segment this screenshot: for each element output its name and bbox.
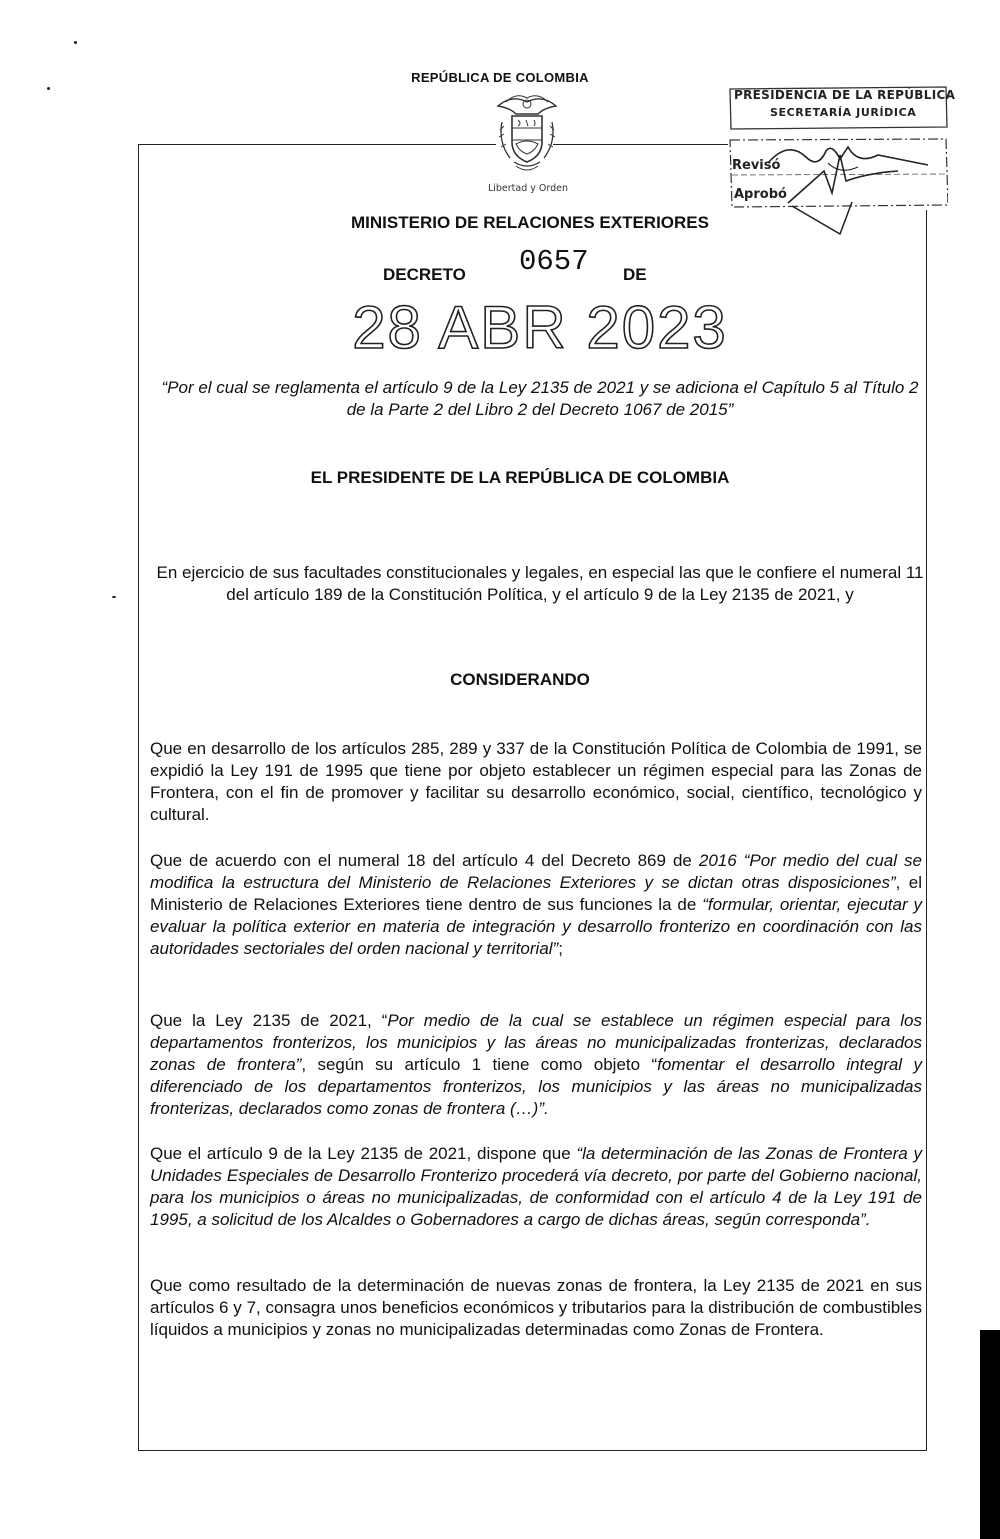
p3-quote-objective: fomentar el desarrollo integral y diferenciado de los departamentos fronterizos, los municipios y las áreas no municipalizadas fronterizas, declarados como zonas de frontera (…)”.	[150, 1055, 922, 1118]
ministry-heading: MINISTERIO DE RELACIONES EXTERIORES	[351, 213, 709, 232]
scan-mark	[47, 87, 50, 90]
p4-text: Que el artículo 9 de la Ley 2135 de 2021, dispone que	[150, 1144, 577, 1163]
considerando-paragraph-1: Que en desarrollo de los artículos 285, 289 y 337 de la Constitución Política de Colombia de 1991, se expidió la Ley 191 de 1995 que tiene por objeto establecer un régimen especial para las Zonas de Frontera, con el fin de promover y facilitar su desarrollo económico, social, científico, tecnológico y cultural.	[150, 739, 922, 824]
stamp-subtitle: SECRETARÍA JURÍDICA	[770, 106, 917, 119]
republica-heading: REPÚBLICA DE COLOMBIA	[411, 70, 589, 85]
decree-label: DECRETO	[383, 265, 466, 284]
p2-text: ;	[558, 939, 563, 958]
p4-quote: “la determinación de las Zonas de Frontera y Unidades Especiales de Desarrollo Fronterizo procederá vía decreto, por parte del Gobierno nacional, para los municipios o áreas no municipalizadas, de conformidad con el artículo 4 de la Ley 191 de 1995, a solicitud de los Alcaldes o Gobernadores a cargo de dichas áreas, según corresponda”.	[150, 1144, 922, 1229]
scan-mark	[74, 41, 77, 44]
stamp-aprobo-label: Aprobó	[734, 187, 787, 202]
p3-text: , según su artículo 1 tiene como objeto “	[301, 1055, 658, 1074]
p3-text: Que la Ley 2135 de 2021, “	[150, 1011, 388, 1030]
seal-caption: Libertad y Orden	[487, 183, 569, 194]
ejercicio-paragraph: En ejercicio de sus facultades constitucionales y legales, en especial las que le confiere el numeral 11 del artículo 189 de la Constitución Política, y el artículo 9 de la Ley 2135 de 2021, y	[156, 563, 924, 604]
p2-text: Que de acuerdo con el numeral 18 del artículo 4 del Decreto 869 de	[150, 851, 699, 870]
considerando-paragraph-4	[150, 1143, 922, 1231]
stamp-reviso-label: Revisó	[732, 158, 781, 173]
decree-subtitle: “Por el cual se reglamenta el artículo 9 de la Ley 2135 de 2021 y se adiciona el Capítulo 5 al Título 2 de la Parte 2 del Libro 2 del Decreto 1067 de 2015”	[161, 378, 919, 419]
president-heading: EL PRESIDENTE DE LA REPÚBLICA DE COLOMBIA	[310, 468, 730, 487]
p2-quote-function: “formular, orientar, ejecutar y evaluar la política exterior en materia de integración y desarrollo fronterizo en coordinación con las autoridades sectoriales del orden nacional y territorial”	[150, 895, 922, 958]
stamp-signature-tail	[790, 200, 860, 240]
considerando-heading: CONSIDERANDO	[450, 670, 590, 689]
considerando-paragraph-5: Que como resultado de la determinación de nuevas zonas de frontera, la Ley 2135 de 2021 en sus artículos 6 y 7, consagra unos beneficios económicos y tributarios para la distribución de combustibles líquidos a municipios y zonas no municipalizadas determinadas como Zonas de Frontera.	[150, 1276, 922, 1339]
scan-edge-bar	[980, 1330, 1000, 1539]
considerando-paragraph-2	[150, 850, 922, 960]
decree-number: 0657	[519, 245, 589, 278]
stamp-title: PRESIDENCIA DE LA REPÚBLICA	[734, 88, 956, 102]
decree-de-label: DE	[623, 265, 647, 284]
p2-quote-title: 2016 “Por medio del cual se modifica la estructura del Ministerio de Relaciones Exteriores y se dictan otras disposiciones”	[150, 851, 922, 892]
p3-quote-title: Por medio de la cual se establece un régimen especial para los departamentos fronterizos, los municipios y las áreas no municipalizadas fronterizas, declarados zonas de frontera”	[150, 1011, 922, 1074]
coat-of-arms-seal	[494, 92, 560, 160]
scan-mark	[112, 596, 116, 598]
considerando-paragraph-3	[150, 1010, 922, 1120]
p2-text: , el Ministerio de Relaciones Exteriores tiene dentro de sus funciones la de	[150, 873, 922, 914]
decree-date-stamp: 28 ABR 2023	[352, 294, 728, 361]
